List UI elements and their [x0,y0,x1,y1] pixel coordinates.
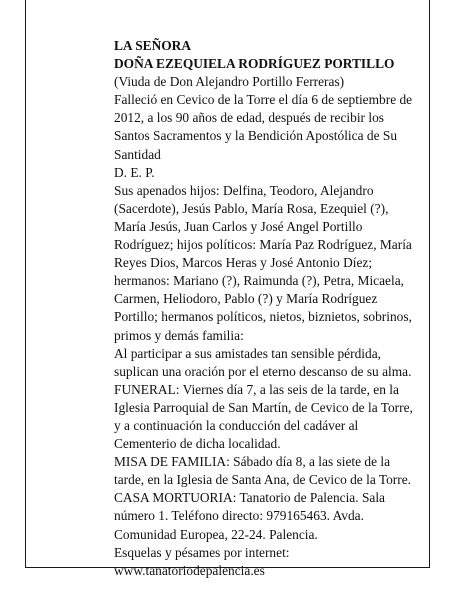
website-link[interactable]: www.tanatoriodepalencia.es [114,562,265,578]
obituary-notice [114,37,422,580]
widow-of-line: (Viuda de Don Alejandro Portillo Ferreras) [114,74,345,90]
prayer-request: Al participar a sus amistades tan sensible pérdida, suplican una oración por el eterno descanso de su alma. [114,345,412,379]
title-line-1: LA SEÑORA [114,38,192,53]
dep-line: D. E. P. [114,164,155,180]
deceased-name: DOÑA EZEQUIELA RODRÍGUEZ PORTILLO [114,56,395,72]
mortuary-details: CASA MORTUORIA: Tanatorio de Palencia. Sala número 1. Teléfono directo: 979165463. Avda. Comunidad Europea, 22-24. Palencia. [114,490,385,542]
condolences-label: Esquelas y pésames por internet: [114,544,290,560]
family-list: Sus apenados hijos: Delfina, Teodoro, Alejandro (Sacerdote), Jesús Pablo, María Rosa, Ezequiel (?), María Jesús, Juan Carlos y José Angel Portillo Rodríguez; hijos políticos: María Paz Rodríguez, María Reyes Dios, Marcos Heras y José Antonio Díez; hermanos: Mariano (?), Raimunda (?), Petra, Micaela, Carmen, Heliodoro, Pablo (?) y María Rodríguez Portillo; hermanos políticos, nietos, biznietos, sobrinos, primos y demás familia: [114,182,412,343]
family-mass-details: MISA DE FAMILIA: Sábado día 8, a las siete de la tarde, en la Iglesia de Santa Ana, de Cevico de la Torre. [114,454,412,488]
death-announcement: Falleció en Cevico de la Torre el día 6 de septiembre de 2012, a los 90 años de edad, después de recibir los Santos Sacramentos y la Bendición Apostólica de Su Santidad [114,92,413,162]
funeral-details: FUNERAL: Viernes día 7, a las seis de la tarde, en la Iglesia Parroquial de San Martín, de Cevico de la Torre, y a continuación la conducción del cadáver al Cementerio de dicha localidad. [114,381,413,452]
